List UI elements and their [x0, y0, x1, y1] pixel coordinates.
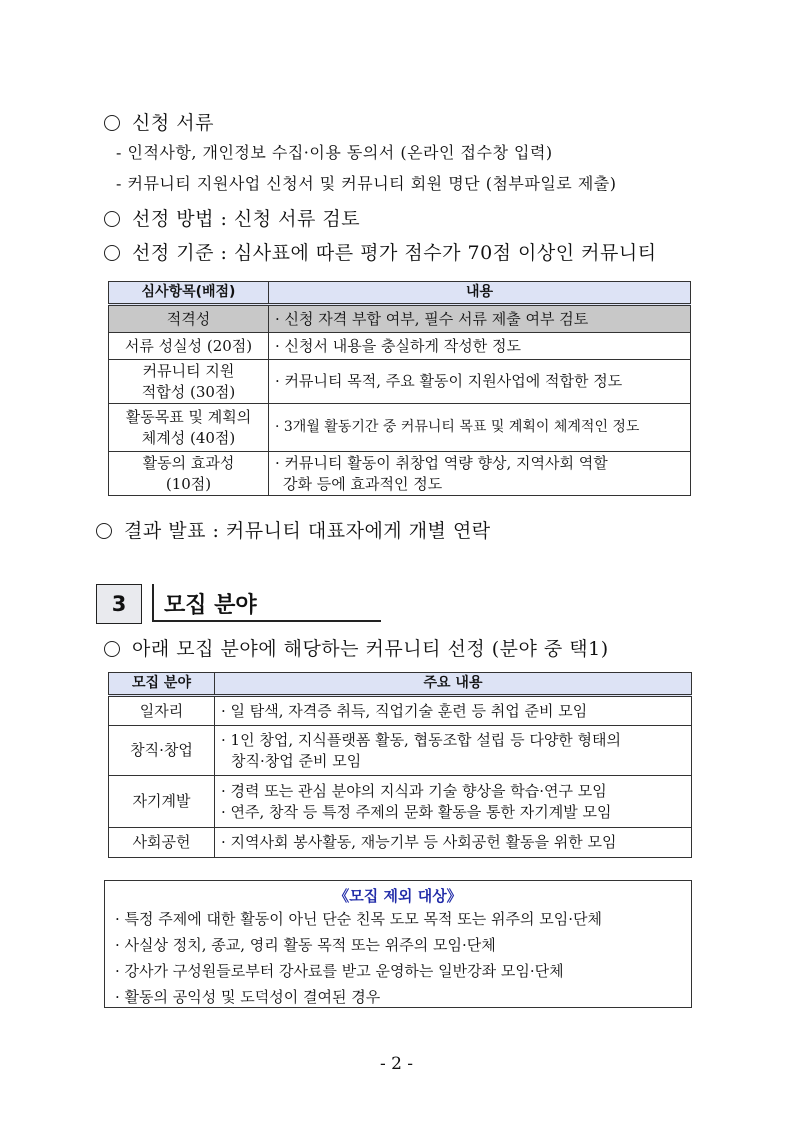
bullet-text: 신청 서류	[132, 112, 214, 134]
field-name-cell: 사회공헌	[109, 828, 215, 858]
exclusion-item: · 활동의 공익성 및 도덕성이 결여된 경우	[115, 988, 381, 1006]
eval-item-cell: 활동목표 및 계획의 체계성 (40점)	[109, 404, 269, 452]
eval-item-cell: 서류 성실성 (20점)	[109, 333, 269, 360]
table-row	[109, 305, 691, 333]
header-cell: 내용	[269, 282, 691, 305]
eval-item-cell: 커뮤니티 지원 적합성 (30점)	[109, 360, 269, 404]
bullet-selection-criteria	[104, 238, 657, 265]
header-cell: 주요 내용	[215, 673, 692, 696]
exclusion-item: · 사실상 정치, 종교, 영리 활동 목적 또는 위주의 모임·단체	[115, 936, 496, 954]
field-name-cell: 자기계발	[109, 776, 215, 828]
eval-content-cell: · 신청 자격 부합 여부, 필수 서류 제출 여부 검토	[269, 305, 691, 333]
table-row	[109, 452, 691, 496]
exclusion-title: 《모집 제외 대상》	[334, 887, 462, 905]
bullet-application-docs	[104, 108, 214, 135]
field-content-cell: · 일 탐색, 자격증 취득, 직업기술 훈련 등 취업 준비 모임	[215, 696, 692, 726]
eval-content-cell: · 3개월 활동기간 중 커뮤니티 목표 및 계획이 체계적인 정도	[269, 404, 691, 452]
bullet-selection-method	[104, 204, 360, 231]
field-table	[108, 672, 692, 858]
field-content-cell: · 1인 창업, 지식플랫폼 활동, 협동조합 설립 등 다양한 형태의 창직·창업 준비 모임	[215, 726, 692, 776]
circle-bullet-icon	[104, 115, 120, 131]
page-number: - 2 -	[379, 1054, 414, 1074]
section-number: 3	[96, 584, 142, 624]
section-divider	[152, 584, 154, 622]
bullet-text: 선정 기준 : 심사표에 따른 평가 점수가 70점 이상인 커뮤니티	[132, 242, 657, 264]
header-cell: 심사항목(배점)	[109, 282, 269, 305]
table-row	[109, 828, 692, 858]
bullet-text: 아래 모집 분야에 해당하는 커뮤니티 선정 (분야 중 택1)	[132, 638, 609, 660]
table-row	[109, 776, 692, 828]
circle-bullet-icon	[104, 641, 120, 657]
exclusion-item: · 특정 주제에 대한 활동이 아닌 단순 친목 도모 목적 또는 위주의 모임·단체	[115, 910, 602, 928]
doc-item: - 커뮤니티 지원사업 신청서 및 커뮤니티 회원 명단 (첨부파일로 제출)	[116, 174, 617, 193]
bullet-recruit-field	[104, 634, 609, 661]
table-row	[109, 696, 692, 726]
section-underline	[152, 620, 381, 622]
field-name-cell: 일자리	[109, 696, 215, 726]
exclusion-item: · 강사가 구성원들로부터 강사료를 받고 운영하는 일반강좌 모임·단체	[115, 962, 564, 980]
table-header-row	[109, 673, 692, 696]
table-header-row	[109, 282, 691, 305]
section-title: 모집 분야	[164, 593, 257, 618]
table-row	[109, 360, 691, 404]
table-row	[109, 726, 692, 776]
doc-item: - 인적사항, 개인정보 수집·이용 동의서 (온라인 접수창 입력)	[116, 143, 553, 162]
bullet-text: 결과 발표 : 커뮤니티 대표자에게 개별 연락	[124, 520, 491, 542]
circle-bullet-icon	[104, 211, 120, 227]
evaluation-table	[108, 281, 691, 496]
bullet-text: 선정 방법 : 신청 서류 검토	[132, 208, 361, 230]
bullet-result-announcement	[96, 516, 491, 543]
eval-content-cell: · 신청서 내용을 충실하게 작성한 정도	[269, 333, 691, 360]
exclusion-box	[104, 880, 692, 1008]
eval-item-cell: 활동의 효과성 (10점)	[109, 452, 269, 496]
field-name-cell: 창직·창업	[109, 726, 215, 776]
circle-bullet-icon	[104, 245, 120, 261]
table-row	[109, 333, 691, 360]
circle-bullet-icon	[96, 523, 112, 539]
table-row	[109, 404, 691, 452]
field-content-cell: · 경력 또는 관심 분야의 지식과 기술 향상을 학습·연구 모임 · 연주, 창작 등 특정 주제의 문화 활동을 통한 자기계발 모임	[215, 776, 692, 828]
field-content-cell: · 지역사회 봉사활동, 재능기부 등 사회공헌 활동을 위한 모임	[215, 828, 692, 858]
header-cell: 모집 분야	[109, 673, 215, 696]
eval-content-cell: · 커뮤니티 활동이 취창업 역량 향상, 지역사회 역할 강화 등에 효과적인 정도	[269, 452, 691, 496]
eval-content-cell: · 커뮤니티 목적, 주요 활동이 지원사업에 적합한 정도	[269, 360, 691, 404]
eval-item-cell: 적격성	[109, 305, 269, 333]
